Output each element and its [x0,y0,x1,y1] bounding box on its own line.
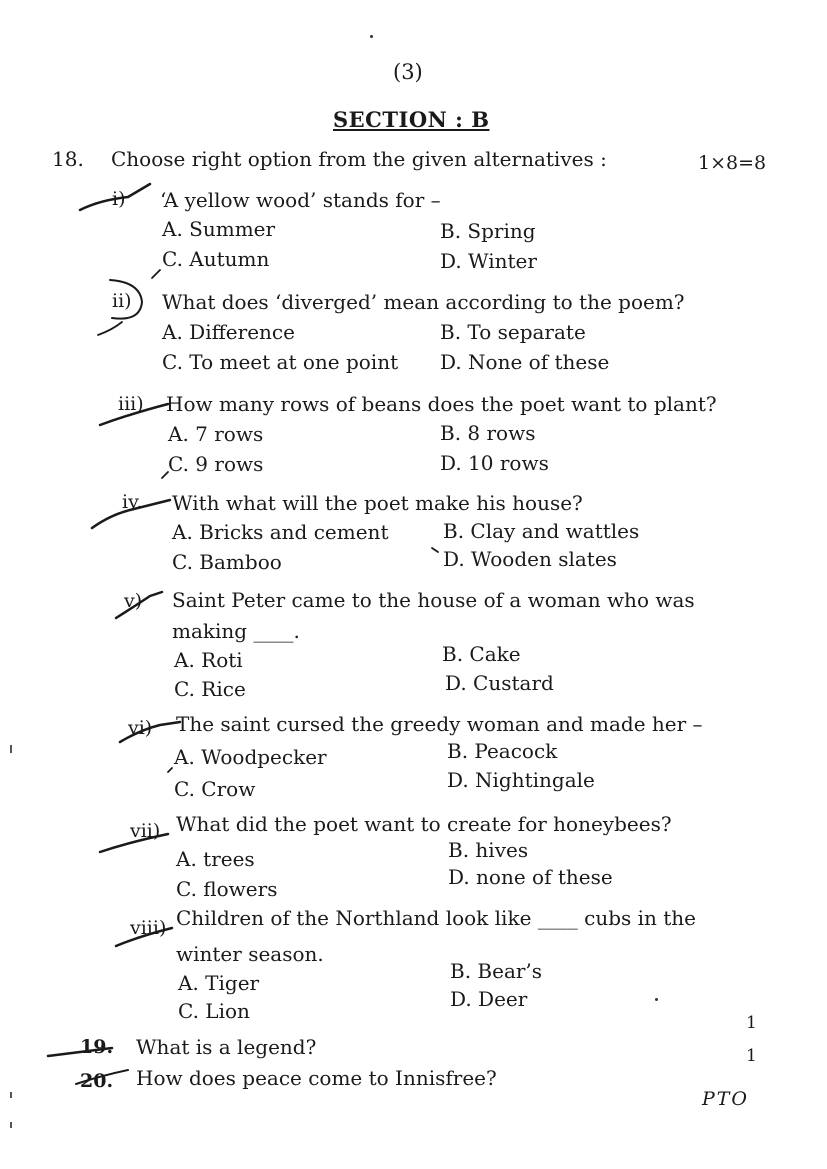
option-d: D. Winter [440,249,537,273]
option-c: C. Bamboo [172,550,282,574]
option-a: A. Tiger [178,971,260,995]
question-19-marks: 1 [746,1013,757,1033]
question-19-number: 19. [80,1036,114,1058]
option-d: D. None of these [440,350,610,374]
item-number: vi) [128,717,153,739]
tick-mark-icon [48,1048,112,1056]
option-b: B. 8 rows [440,421,536,445]
option-b: B. Clay and wattles [443,519,640,543]
item-number: viii) [130,917,167,939]
page-number: (3) [393,60,423,84]
item-question: How many rows of beans does the poet want to plant? [166,392,717,416]
margin-speck [10,1092,12,1098]
option-a: A. trees [176,847,255,871]
question-20-marks: 1 [746,1046,757,1066]
answer-mark-icon [168,768,172,772]
question-18-number: 18. [52,147,84,171]
item-number: i) [112,188,126,210]
option-d: D. Custard [445,671,554,695]
option-c: C. 9 rows [168,452,264,476]
item-number: v) [124,590,143,612]
tick-mark-icon [80,184,150,210]
item-number: iii) [118,393,144,415]
question-18-marks: 1×8=8 [698,152,767,174]
option-c: C. Rice [174,677,246,701]
item-question: Saint Peter came to the house of a woman who was [172,588,695,612]
question-19-text: What is a legend? [136,1035,317,1059]
option-b: B. Cake [442,642,521,666]
answer-mark-icon [152,270,160,278]
margin-speck [10,1122,12,1128]
item-number: vii) [130,820,161,842]
tick-mark-icon [100,404,168,425]
question-18-instruction: Choose right option from the given alternatives : [111,147,607,171]
option-b: B. Peacock [447,739,558,763]
option-d: D. 10 rows [440,451,549,475]
item-question: With what will the poet make his house? [172,491,583,515]
page-turn-over: PTO [701,1088,749,1110]
option-b: B. hives [448,838,529,862]
item-question: What does ‘diverged’ mean according to the poem? [162,290,685,314]
answer-mark-icon [162,472,168,478]
option-b: B. To separate [440,320,586,344]
option-a: A. Summer [162,217,276,241]
question-20-number: 20. [80,1070,114,1092]
item-question: The saint cursed the greedy woman and made her – [176,712,703,736]
question-20-text: How does peace come to Innisfree? [136,1066,497,1090]
tick-mark-icon [116,928,172,946]
circle-mark-icon [110,280,142,319]
item-number: iv. [122,491,143,513]
option-c: C. To meet at one point [162,350,399,374]
option-c: C. Lion [178,999,250,1023]
section-title: SECTION : B [333,107,490,132]
answer-mark-icon [432,548,438,552]
option-d: D. Nightingale [447,768,595,792]
tick-mark-icon [100,834,168,852]
option-a: A. Woodpecker [174,745,327,769]
tick-mark-icon [98,322,122,335]
option-b: B. Bear’s [450,959,543,983]
option-a: A. Difference [162,320,295,344]
option-a: A. Bricks and cement [172,520,389,544]
tick-mark-icon [76,1070,128,1084]
option-a: A. Roti [174,648,243,672]
option-b: B. Spring [440,219,536,243]
item-question: ‘A yellow wood’ stands for – [160,188,441,212]
option-d: D. none of these [448,865,613,889]
item-question-line2: winter season. [176,942,324,966]
option-d: D. Deer [450,987,528,1011]
option-d: D. Wooden slates [443,547,617,571]
item-number: ii) [112,290,132,312]
tick-mark-icon [116,592,162,618]
margin-speck [10,745,12,753]
item-question: What did the poet want to create for honeybees? [176,812,672,836]
option-c: C. Crow [174,777,256,801]
option-a: A. 7 rows [168,422,264,446]
option-c: C. flowers [176,877,278,901]
item-question-line2: making ____. [172,619,300,643]
option-c: C. Autumn [162,247,270,271]
tick-mark-icon [92,500,170,528]
tick-mark-icon [120,722,180,742]
item-question: Children of the Northland look like ____ cubs in the [176,906,697,930]
